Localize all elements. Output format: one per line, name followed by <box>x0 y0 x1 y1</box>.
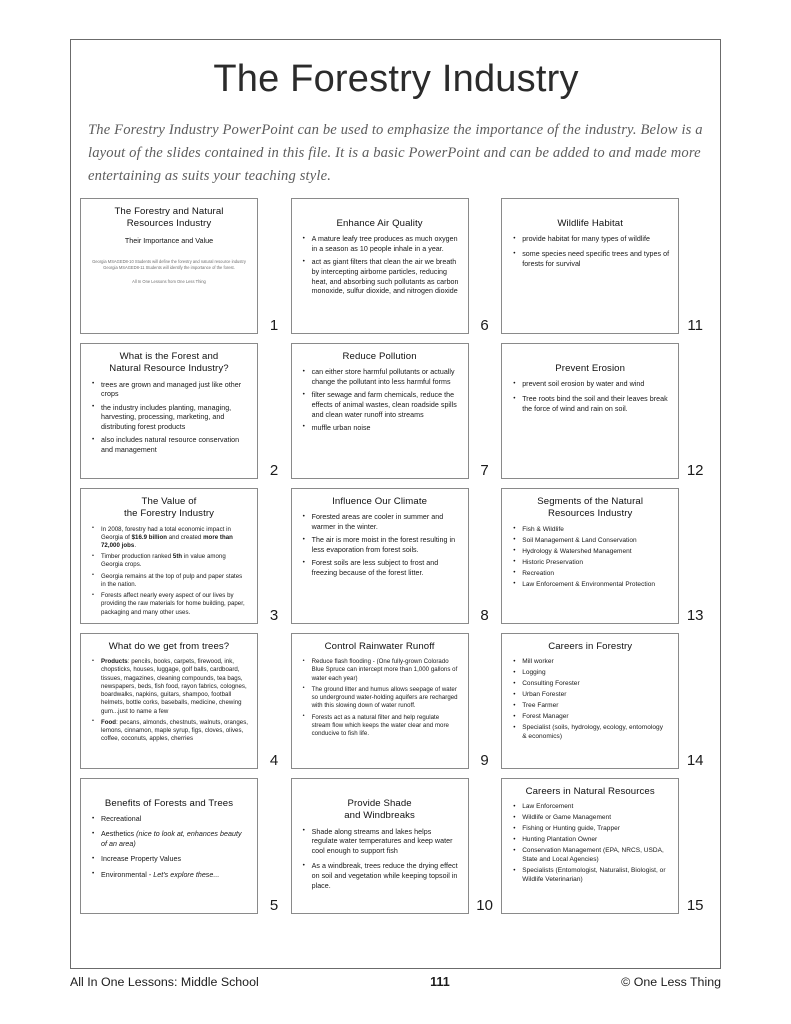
slide-thumbnail-8[interactable] <box>291 488 469 624</box>
slide-bullet-item: • provide habitat for many types of wildlife <box>513 235 669 245</box>
slide-bullet-item: • Hydrology & Watershed Management <box>513 548 669 557</box>
slide-thumbnail-15[interactable] <box>501 778 679 914</box>
slide-title: Segments of the Natural Resources Industry <box>537 496 644 520</box>
slide-cell <box>291 633 502 769</box>
slide-thumbnail-1[interactable] <box>80 198 258 334</box>
slide-number-1: 1 <box>269 317 279 334</box>
slide-bullet-item: • Specialist (soils, hydrology, ecology, entomology & economics) <box>513 724 669 742</box>
slide-cell <box>80 343 291 479</box>
slide-standards: Georgia MSAGED8-10 Students will define the forestry and natural resource industry Georgia MSAGED8-11 Students will identify the importance of the forest. <box>92 258 246 270</box>
slide-thumbnail-4[interactable] <box>80 633 258 769</box>
slide-bullet-item: • Tree Farmer <box>513 702 669 711</box>
page-title: The Forestry Industry <box>213 58 579 100</box>
slide-bullet-item: • the industry includes planting, managing, harvesting, processing, marketing, and distributing forest products <box>92 404 248 433</box>
slide-grid-row <box>80 633 712 769</box>
slide-thumbnail-7[interactable] <box>291 343 469 479</box>
slide-cell <box>501 778 712 914</box>
slide-bullet-item: • Soil Management & Land Conservation <box>513 537 669 546</box>
slide-bullet-item: • Wildlife or Game Management <box>513 814 669 823</box>
slide-grid-row <box>80 198 712 334</box>
slide-bullet-item: • The air is more moist in the forest resulting in less evaporation from forest soils. <box>303 536 459 555</box>
slide-title: Control Rainwater Runoff <box>324 641 435 652</box>
slide-number-14: 14 <box>686 752 704 769</box>
slide-bullet-list <box>301 368 459 433</box>
slide-title: Influence Our Climate <box>332 496 428 507</box>
slide-title: Wildlife Habitat <box>557 218 623 229</box>
slide-number-9: 9 <box>480 752 489 769</box>
slide-bullet-item: • Forests affect nearly every aspect of our lives by providing the raw materials for home building, paper, packaging and many other uses. <box>92 592 248 617</box>
slide-cell <box>291 343 502 479</box>
slide-grid-row <box>80 488 712 624</box>
slide-bullet-item: • Law Enforcement <box>513 803 669 812</box>
slide-grid <box>80 198 712 923</box>
slide-number-2: 2 <box>269 462 279 479</box>
page-footer <box>70 975 721 989</box>
slide-cell <box>80 488 291 624</box>
slide-bullet-item: • Conservation Management (EPA, NRCS, USDA, State and Local Agencies) <box>513 847 669 865</box>
slide-bullet-item: • act as giant filters that clean the air we breath by intercepting airborne particles, reducing heat, and absorbing such pollutants as carbon monoxide, sulfur dioxide, and nitrogen dioxide <box>303 258 459 297</box>
slide-title: What do we get from trees? <box>108 641 230 652</box>
slide-bullet-item: • Fishing or Hunting guide, Trapper <box>513 825 669 834</box>
slide-bullet-item: • filter sewage and farm chemicals, reduce the effects of animal wastes, clean roadside spills and clean water runoff into streams <box>303 391 459 420</box>
slide-bullet-list <box>90 815 248 880</box>
slide-bullet-item: • Specialists (Entomologist, Naturalist, Biologist, or Wildlife Veterinarian) <box>513 867 669 885</box>
slide-cell <box>291 778 502 914</box>
slide-bullet-item: • Georgia remains at the top of pulp and paper states in the nation. <box>92 573 248 589</box>
slide-cell <box>501 633 712 769</box>
slide-bullet-list <box>90 526 248 617</box>
slide-bullet-item: • Reduce flash flooding - (One fully-grown Colorado Blue Spruce can intercept more than 1,000 gallons of water each year) <box>303 658 459 683</box>
slide-bullet-item: • The ground litter and humus allows seepage of water so underground water-holding aquifers are recharged with this slowing down of water runoff. <box>303 686 459 711</box>
slide-title: Careers in Forestry <box>548 641 633 652</box>
slide-cell <box>80 198 291 334</box>
slide-bullet-list <box>301 513 459 578</box>
page-intro-text: The Forestry Industry PowerPoint can be used to emphasize the importance of the industry. Below is a layout of the slides contained in this file. It is a basic PowerPoint and can be added to and made more entertaining as suits your teaching style. <box>88 122 703 184</box>
slide-thumbnail-3[interactable] <box>80 488 258 624</box>
slide-bullet-list <box>90 658 248 743</box>
slide-cell <box>501 488 712 624</box>
slide-bullet-item: • A mature leafy tree produces as much oxygen in a season as 10 people inhale in a year. <box>303 235 459 254</box>
slide-bullet-item: • Consulting Forester <box>513 680 669 689</box>
slide-number-7: 7 <box>480 462 489 479</box>
slide-bullet-item: • Forest soils are less subject to frost and freezing because of the forest litter. <box>303 559 459 578</box>
slide-bullet-item: • also includes natural resource conservation and management <box>92 436 248 455</box>
slide-bullet-item: • Tree roots bind the soil and their leaves break the force of wind and rain on soil. <box>513 395 669 414</box>
slide-title: Provide Shade and Windbreaks <box>344 798 415 822</box>
slide-bullet-list <box>511 658 669 742</box>
slide-thumbnail-6[interactable] <box>291 198 469 334</box>
slide-bullet-item: • Forests act as a natural filter and help regulate stream flow which keeps the water clear and more conducive to fish life. <box>303 714 459 739</box>
slide-title: Enhance Air Quality <box>336 218 423 229</box>
slide-number-12: 12 <box>686 462 704 479</box>
slide-bullet-item: • Fish & Wildlife <box>513 526 669 535</box>
slide-bullet-item: • Recreation <box>513 570 669 579</box>
slide-bullet-item: • Products: pencils, books, carpets, firewood, ink, chopsticks, houses, luggage, golf balls, cardboard, tissues, magazines, cleaning compounds, tea bags, newspapers, beds, fish food, rayon fabrics, colognes, boardwalks, napkins, guitars, shampoo, football helmets, bottle corks, baseballs, medicine, chewing gum...just to name a few <box>92 658 248 716</box>
slide-grid-row <box>80 343 712 479</box>
slide-cell <box>501 343 712 479</box>
slide-bullet-item: • can either store harmful pollutants or actually change the pollutant into less harmful forms <box>303 368 459 387</box>
slide-bullet-list <box>511 235 669 270</box>
slide-bullet-item: • Aesthetics (nice to look at, enhances beauty of an area) <box>92 830 248 849</box>
slide-bullet-list <box>90 381 248 456</box>
slide-bullet-item: • Environmental - Let's explore these... <box>92 871 248 881</box>
slide-bullet-item: • Food: pecans, almonds, chestnuts, walnuts, oranges, lemons, cinnamon, maple syrup, figs, cloves, olives, coffee, coconuts, apples, cherries <box>92 719 248 744</box>
slide-number-5: 5 <box>269 897 279 914</box>
slide-bullet-item: • Increase Property Values <box>92 855 248 865</box>
slide-cell <box>501 198 712 334</box>
slide-cell <box>291 198 502 334</box>
slide-number-15: 15 <box>686 897 704 914</box>
slide-title: What is the Forest and Natural Resource Industry? <box>109 351 229 375</box>
page-header <box>88 50 704 187</box>
slide-bullet-list <box>301 658 459 738</box>
slide-bullet-list <box>511 803 669 885</box>
slide-thumbnail-5[interactable] <box>80 778 258 914</box>
slide-bullet-item: • some species need specific trees and types of forests for survival <box>513 250 669 269</box>
slide-title: The Value of the Forestry Industry <box>123 496 215 520</box>
slide-thumbnail-9[interactable] <box>291 633 469 769</box>
slide-bullet-list <box>301 235 459 297</box>
slide-number-11: 11 <box>687 317 703 334</box>
slide-thumbnail-11[interactable] <box>501 198 679 334</box>
slide-bullet-item: • muffle urban noise <box>303 424 459 434</box>
footer-left-label: All In One Lessons: Middle School <box>70 975 259 989</box>
slide-number-6: 6 <box>480 317 489 334</box>
slide-bullet-item: • Hunting Plantation Owner <box>513 836 669 845</box>
slide-bullet-item: • trees are grown and managed just like other crops <box>92 381 248 400</box>
slide-number-4: 4 <box>269 752 279 769</box>
slide-bullet-item: • Forest Manager <box>513 713 669 722</box>
slide-number-3: 3 <box>269 607 279 624</box>
slide-thumbnail-12[interactable] <box>501 343 679 479</box>
slide-bullet-item: • Logging <box>513 669 669 678</box>
slide-bullet-item: • Historic Preservation <box>513 559 669 568</box>
slide-number-13: 13 <box>686 607 704 624</box>
slide-number-10: 10 <box>476 897 493 914</box>
slide-subtitle: Their Importance and Value <box>124 235 214 245</box>
slide-bullet-item: • Urban Forester <box>513 691 669 700</box>
slide-grid-row <box>80 778 712 914</box>
slide-bullet-item: • Forested areas are cooler in summer and warmer in the winter. <box>303 513 459 532</box>
slide-bullet-item: • As a windbreak, trees reduce the drying effect on soil and vegetation while keeping topsoil in place. <box>303 862 459 891</box>
slide-thumbnail-10[interactable] <box>291 778 469 914</box>
slide-bullet-list <box>301 828 459 892</box>
slide-title: Prevent Erosion <box>555 363 626 374</box>
slide-bullet-item: • Mill worker <box>513 658 669 667</box>
slide-bullet-item: • In 2008, forestry had a total economic impact in Georgia of $16.9 billion and created more than 72,000 jobs. <box>92 526 248 551</box>
slide-bullet-item: • Recreational <box>92 815 248 825</box>
slide-title: Careers in Natural Resources <box>525 786 655 797</box>
page-number: 111 <box>430 975 450 989</box>
slide-bullet-item: • Law Enforcement & Environmental Protection <box>513 581 669 590</box>
slide-cell <box>291 488 502 624</box>
slide-thumbnail-14[interactable] <box>501 633 679 769</box>
slide-bullet-item: • Timber production ranked 5th in value among Georgia crops. <box>92 553 248 569</box>
slide-bullet-item: • prevent soil erosion by water and wind <box>513 380 669 390</box>
slide-credit: All In One Lessons from One Less Thing <box>132 278 206 284</box>
slide-bullet-item: • Shade along streams and lakes helps regulate water temperatures and keep water cool enough to support fish <box>303 828 459 857</box>
footer-copyright: © One Less Thing <box>621 975 721 989</box>
slide-bullet-list <box>511 526 669 590</box>
slide-thumbnail-13[interactable] <box>501 488 679 624</box>
slide-title: Benefits of Forests and Trees <box>104 798 234 809</box>
slide-title: The Forestry and Natural Resources Industry <box>114 206 224 230</box>
slide-cell <box>80 778 291 914</box>
slide-bullet-list <box>511 380 669 415</box>
slide-thumbnail-2[interactable] <box>80 343 258 479</box>
slide-cell <box>80 633 291 769</box>
slide-title: Reduce Pollution <box>342 351 417 362</box>
slide-number-8: 8 <box>480 607 489 624</box>
